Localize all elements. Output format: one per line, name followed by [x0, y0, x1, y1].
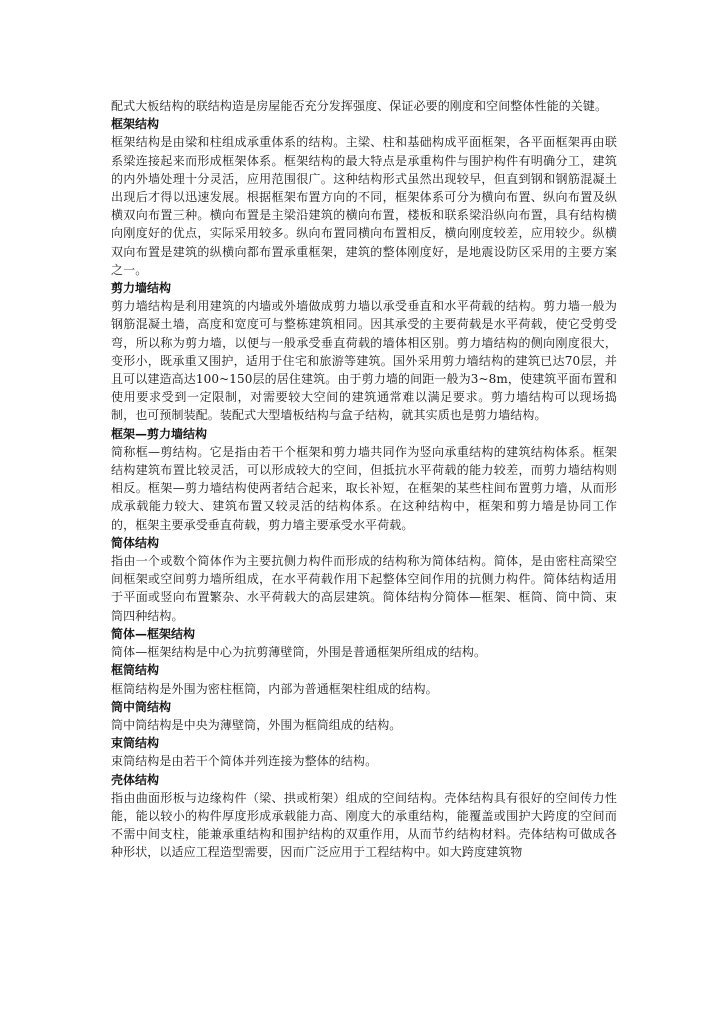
- heading-shell-structure: 壳体结构: [111, 772, 160, 787]
- heading-tube-structure: 简体结构: [111, 535, 160, 550]
- paragraph-tube-structure: 指由一个或数个简体作为主要抗侧力构件而形成的结构称为简体结构。简体，是由密柱高梁空间框架或空间剪力墙所组成，在水平荷载作用下起整体空间作用的抗侧力构件。简体结构适用于平面或竖向布置繁杂、水平荷载大的高层建筑。简体结构分简体—框架、框筒、筒中筒、束筒四种结构。: [111, 554, 617, 623]
- paragraph-tube-in-tube-structure: 筒中筒结构是中央为薄壁筒，外围为框筒组成的结构。: [111, 717, 402, 732]
- heading-shear-wall-structure: 剪力墙结构: [111, 281, 172, 296]
- heading-tube-in-tube-structure: 筒中筒结构: [111, 699, 172, 714]
- heading-bundled-tube-structure: 束筒结构: [111, 736, 160, 751]
- heading-frame-shear-wall-structure: 框架—剪力墙结构: [111, 426, 208, 441]
- paragraph-framed-tube-structure: 框筒结构是外围为密柱框筒，内部为普通框架柱组成的结构。: [111, 681, 438, 696]
- paragraph-shear-wall-structure: 剪力墙结构是利用建筑的内墙或外墙做成剪力墙以承受垂直和水平荷载的结构。剪力墙一般为钢筋混凝土墙，高度和宽度可与整栋建筑相同。因其承受的主要荷载是水平荷载，使它受剪受弯，所以称为剪力墙，以便与一般承受垂直荷载的墙体相区别。剪力墙结构的侧向刚度很大，变形小，既承重又围护，适用于住宅和旅游等建筑。国外采用剪力墙结构的建筑已达70层，并且可以建造高达100~150层的居住建筑。由于剪力墙的间距一般为3~8m，使建筑平面布置和使用要求受到一定限制，对需要较大空间的建筑通常难以满足要求。剪力墙结构可以现场捣制，也可预制装配。装配式大型墙板结构与盒子结构，就其实质也是剪力墙结构。: [111, 299, 617, 423]
- paragraph-frame-shear-wall-structure: 简称框—剪结构。它是指由若干个框架和剪力墙共同作为竖向承重结构的建筑结构体系。框架结构建筑布置比较灵活，可以形成较大的空间，但抵抗水平荷载的能力较差，而剪力墙结构则相反。框架—剪力墙结构使两者结合起来，取长补短，在框架的某些柱间布置剪力墙，从而形成承载能力较大、建筑布置又较灵活的结构体系。在这种结构中，框架和剪力墙是协同工作的，框架主要承受垂直荷载，剪力墙主要承受水平荷载。: [111, 444, 617, 532]
- heading-frame-structure: 框架结构: [111, 117, 160, 132]
- paragraph-frame-structure: 框架结构是由梁和柱组成承重体系的结构。主梁、柱和基础构成平面框架，各平面框架再由联系梁连接起来而形成框架体系。框架结构的最大特点是承重构件与围护构件有明确分工，建筑的内外墙处理十分灵活，应用范围很广。这种结构形式虽然出现较早，但直到钢和钢筋混凝土出现后才得以迅速发展。根据框架布置方向的不同，框架体系可分为横向布置、纵向布置及纵横双向布置三种。横向布置是主梁沿建筑的横向布置，楼板和联系梁沿纵向布置，具有结构横向刚度好的优点，实际采用较多。纵向布置同横向布置相反，横向刚度较差，应用较少。纵横双向布置是建筑的纵横向都布置承重框架，建筑的整体刚度好，是地震设防区采用的主要方案之一。: [111, 135, 617, 277]
- paragraph-tube-frame-structure: 简体—框架结构是中心为抗剪薄壁筒，外围是普通框架所组成的结构。: [111, 645, 487, 660]
- intro-paragraph: 配式大板结构的联结构造是房屋能否充分发挥强度、保证必要的刚度和空间整体性能的关键。: [111, 99, 608, 113]
- heading-framed-tube-structure: 框筒结构: [111, 663, 160, 678]
- document-page: [111, 97, 617, 862]
- paragraph-bundled-tube-structure: 束筒结构是由若干个简体并列连接为整体的结构。: [111, 754, 378, 769]
- paragraph-shell-structure: 指由曲面形板与边缘构件（梁、拱或桁架）组成的空间结构。壳体结构具有很好的空间传力性能，能以较小的构件厚度形成承载能力高、刚度大的承重结构，能覆盖或围护大跨度的空间而不需中间支柱，能兼承重结构和围护结构的双重作用，从而节约结构材料。壳体结构可做成各种形状，以适应工程造型需要，因而广泛应用于工程结构中。如大跨度建筑物: [111, 790, 617, 860]
- heading-tube-frame-structure: 简体—框架结构: [111, 626, 196, 641]
